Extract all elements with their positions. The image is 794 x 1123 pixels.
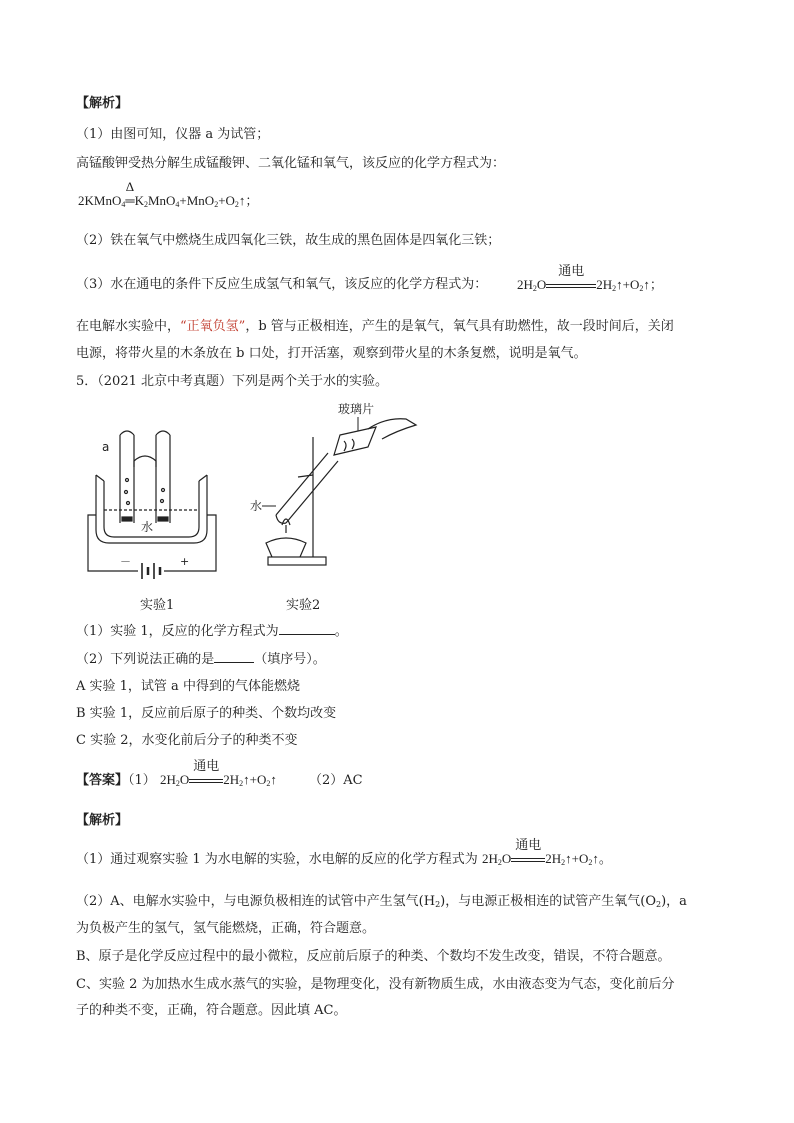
analysis1-line-5: 在电解水实验中，“正氧负氢”，b 管与正极相连，产生的是氧气，氧气具有助燃性，故一段时间后，关闭 bbox=[76, 319, 674, 334]
label-plus: + bbox=[180, 555, 190, 568]
analysis-heading-2: 【解析】 bbox=[76, 813, 129, 828]
label-minus: － bbox=[120, 555, 131, 568]
option-a: A 实验 1，试管 a 中得到的气体能燃烧 bbox=[76, 679, 300, 694]
experiment-2-diagram bbox=[266, 419, 416, 565]
equation-kmno4: 2KMnO$_4$ Δ $═K_2MnO_4+MnO_2+O_2↑$； bbox=[78, 179, 259, 209]
label-water-2: 水 bbox=[250, 499, 263, 513]
label-a: a bbox=[102, 440, 110, 454]
analysis-heading-1: 【解析】 bbox=[76, 96, 129, 111]
option-b: B 实验 1，反应前后原子的种类、个数均改变 bbox=[76, 706, 337, 721]
analysis2-line-2: （2）A、电解水实验中，与电源负极相连的试管中产生氢气$(H_2)$，与电源正极相连的试管产生氧气$(O_2)$，a bbox=[76, 894, 687, 909]
label-water-1: 水 bbox=[141, 520, 154, 534]
analysis1-line-6: 电源，将带火星的木条放在 b 口处，打开活塞，观察到带火星的木条复燃，说明是氧气。 bbox=[76, 346, 587, 361]
option-c: C 实验 2，水变化前后分子的种类不变 bbox=[76, 733, 298, 748]
answer-line: 【答案】（1） $2H_2O$ 通电 $2H_2↑+O_2↑$ （2）AC bbox=[76, 758, 363, 788]
experiment-figure bbox=[76, 395, 436, 615]
figure-1-caption: 实验1 bbox=[140, 598, 175, 613]
analysis2-line-6: 子的种类不变，正确，符合题意。因此填 AC。 bbox=[76, 1003, 347, 1018]
analysis2-line-3: 为负极产生的氢气，氢气能燃烧，正确，符合题意。 bbox=[76, 921, 376, 936]
label-glass-plate: 玻璃片 bbox=[338, 402, 375, 416]
analysis2-line-5: C、实验 2 为加热水生成水蒸气的实验，是物理变化，没有新物质生成，水由液态变为气态，变化前后分 bbox=[76, 977, 675, 992]
equation-water-electrolysis-1: $2H_2O$ 通电 $2H_2↑+O_2↑$； bbox=[517, 263, 663, 293]
analysis1-line-1: （1）由图可知，仪器 a 为试管； bbox=[76, 127, 270, 142]
analysis1-line-4: （3）水在通电的条件下反应生成氢气和氧气，该反应的化学方程式为： bbox=[76, 277, 488, 292]
question-part-1: （1）实验 1，反应的化学方程式为 。 bbox=[76, 624, 348, 639]
analysis2-line-1: （1）通过观察实验 1 为水电解的实验，水电解的反应的化学方程式为 $2H_2O$ 通电 $2H_2↑+O_2↑$。 bbox=[76, 837, 612, 867]
analysis1-line-2: 高锰酸钾受热分解生成锰酸钾、二氧化锰和氧气，该反应的化学方程式为： bbox=[76, 156, 506, 171]
question-stem: 5．（2021 北京中考真题）下列是两个关于水的实验。 bbox=[76, 374, 388, 389]
analysis2-line-4: B、原子是化学反应过程中的最小微粒，反应前后原子的种类、个数均不发生改变，错误，不符合题意。 bbox=[76, 949, 671, 964]
analysis1-line-3: （2）铁在氧气中燃烧生成四氧化三铁，故生成的黑色固体是四氧化三铁； bbox=[76, 233, 501, 248]
figure-2-caption: 实验2 bbox=[286, 598, 321, 613]
question-part-2: （2）下列说法正确的是 （填序号）。 bbox=[76, 652, 326, 667]
